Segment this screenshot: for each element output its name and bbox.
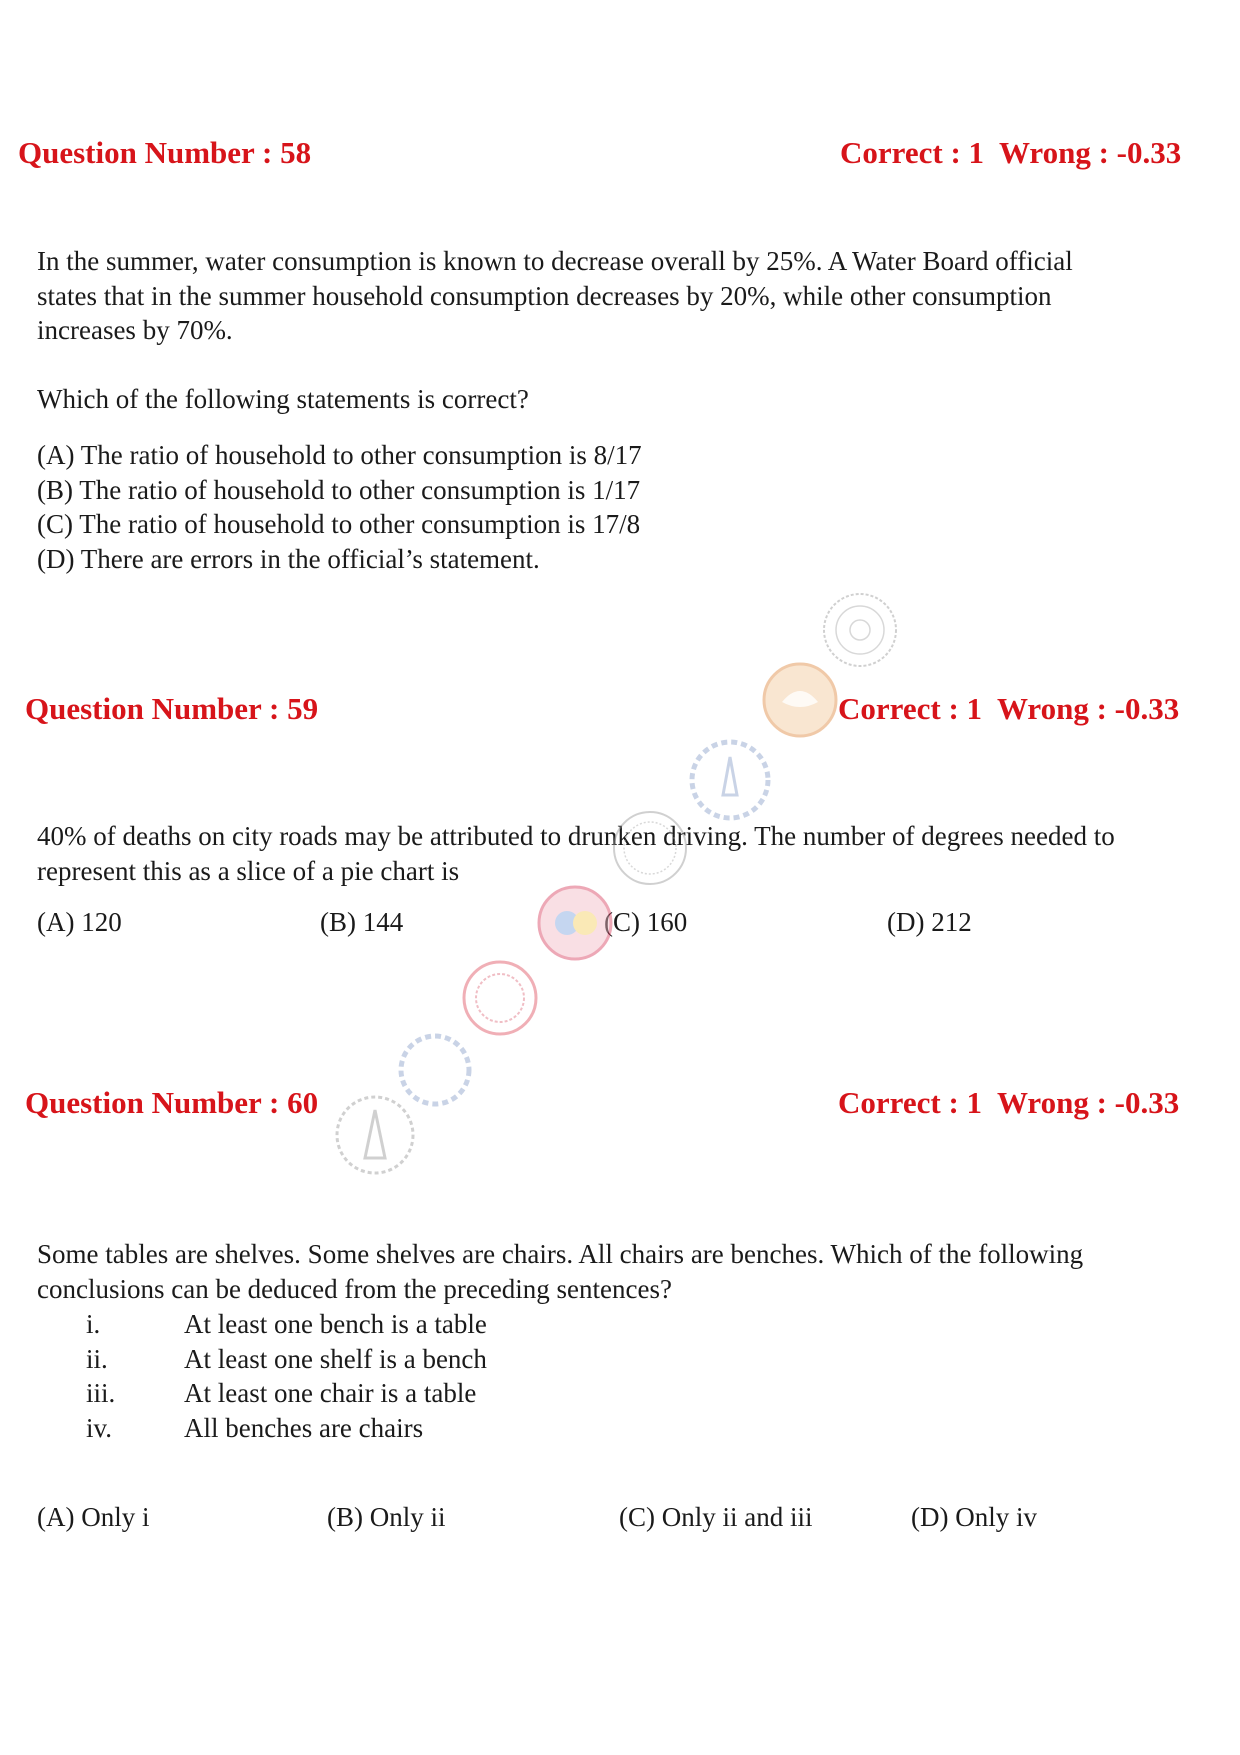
answer-option[interactable]: (D) There are errors in the official’s statement. [37, 543, 540, 574]
passage-line: Some tables are shelves. Some shelves are chairs. All chairs are benches. Which of the following [37, 1239, 1084, 1269]
statement-item [86, 1342, 686, 1377]
passage-line: states that in the summer household consumption decreases by 20%, while other consumption [37, 280, 1052, 311]
statement-item [86, 1307, 686, 1342]
answer-options [37, 907, 1217, 943]
question-number: Question Number : 60 [25, 1085, 319, 1120]
question-passage [37, 819, 1227, 888]
passage-line: In the summer, water consumption is known to decrease overall by 25%. A Water Board official [37, 246, 1073, 276]
statement-number: iii. [86, 1378, 116, 1408]
answer-option[interactable]: (B) Only ii [327, 1502, 446, 1532]
question-prompt [37, 382, 529, 417]
marking-scheme: Correct : 1 Wrong : -0.33 [838, 691, 1180, 726]
passage-line: 40% of deaths on city roads may be attributed to drunken driving. The number of degrees needed to [37, 821, 1115, 851]
passage-line: increases by 70%. [37, 315, 233, 345]
answer-options [37, 438, 642, 576]
statement-list [86, 1307, 686, 1445]
statement-text: At least one bench is a table [184, 1309, 487, 1339]
statement-item [86, 1376, 686, 1411]
seal-watermark-icon [820, 590, 900, 670]
statement-number: iv. [86, 1412, 112, 1443]
question-passage [37, 244, 1217, 348]
passage-line: conclusions can be deduced from the preceding sentences? [37, 1273, 672, 1304]
statement-text: At least one chair is a table [184, 1378, 477, 1408]
passage-line: represent this as a slice of a pie chart is [37, 855, 460, 886]
answer-option[interactable]: (A) 120 [37, 907, 122, 937]
question-header [0, 135, 1240, 183]
answer-option[interactable]: (D) 212 [887, 907, 972, 937]
question-header [0, 691, 1240, 739]
answer-option[interactable]: (A) The ratio of household to other consumption is 8/17 [37, 440, 642, 470]
answer-option[interactable]: (B) 144 [320, 907, 404, 937]
question-number: Question Number : 58 [18, 135, 312, 170]
statement-item [86, 1411, 686, 1446]
question-passage [37, 1237, 1227, 1306]
question-number: Question Number : 59 [25, 691, 319, 726]
answer-option[interactable]: (C) 160 [604, 907, 688, 937]
seal-watermark-icon [685, 735, 775, 825]
statement-number: ii. [86, 1343, 108, 1374]
answer-option[interactable]: (C) Only ii and iii [619, 1502, 813, 1532]
answer-option[interactable]: (A) Only i [37, 1502, 150, 1532]
statement-text: At least one shelf is a bench [184, 1343, 487, 1374]
statement-number: i. [86, 1309, 101, 1339]
marking-scheme: Correct : 1 Wrong : -0.33 [840, 135, 1182, 170]
answer-option[interactable]: (C) The ratio of household to other consumption is 17/8 [37, 509, 641, 539]
answer-option[interactable]: (B) The ratio of household to other consumption is 1/17 [37, 474, 641, 505]
statement-text: All benches are chairs [184, 1412, 424, 1443]
seal-watermark-icon [460, 958, 540, 1038]
prompt-text: Which of the following statements is correct? [37, 384, 529, 414]
question-header [0, 1085, 1240, 1133]
answer-options [37, 1502, 1217, 1538]
answer-option[interactable]: (D) Only iv [911, 1502, 1037, 1532]
marking-scheme: Correct : 1 Wrong : -0.33 [838, 1085, 1180, 1120]
